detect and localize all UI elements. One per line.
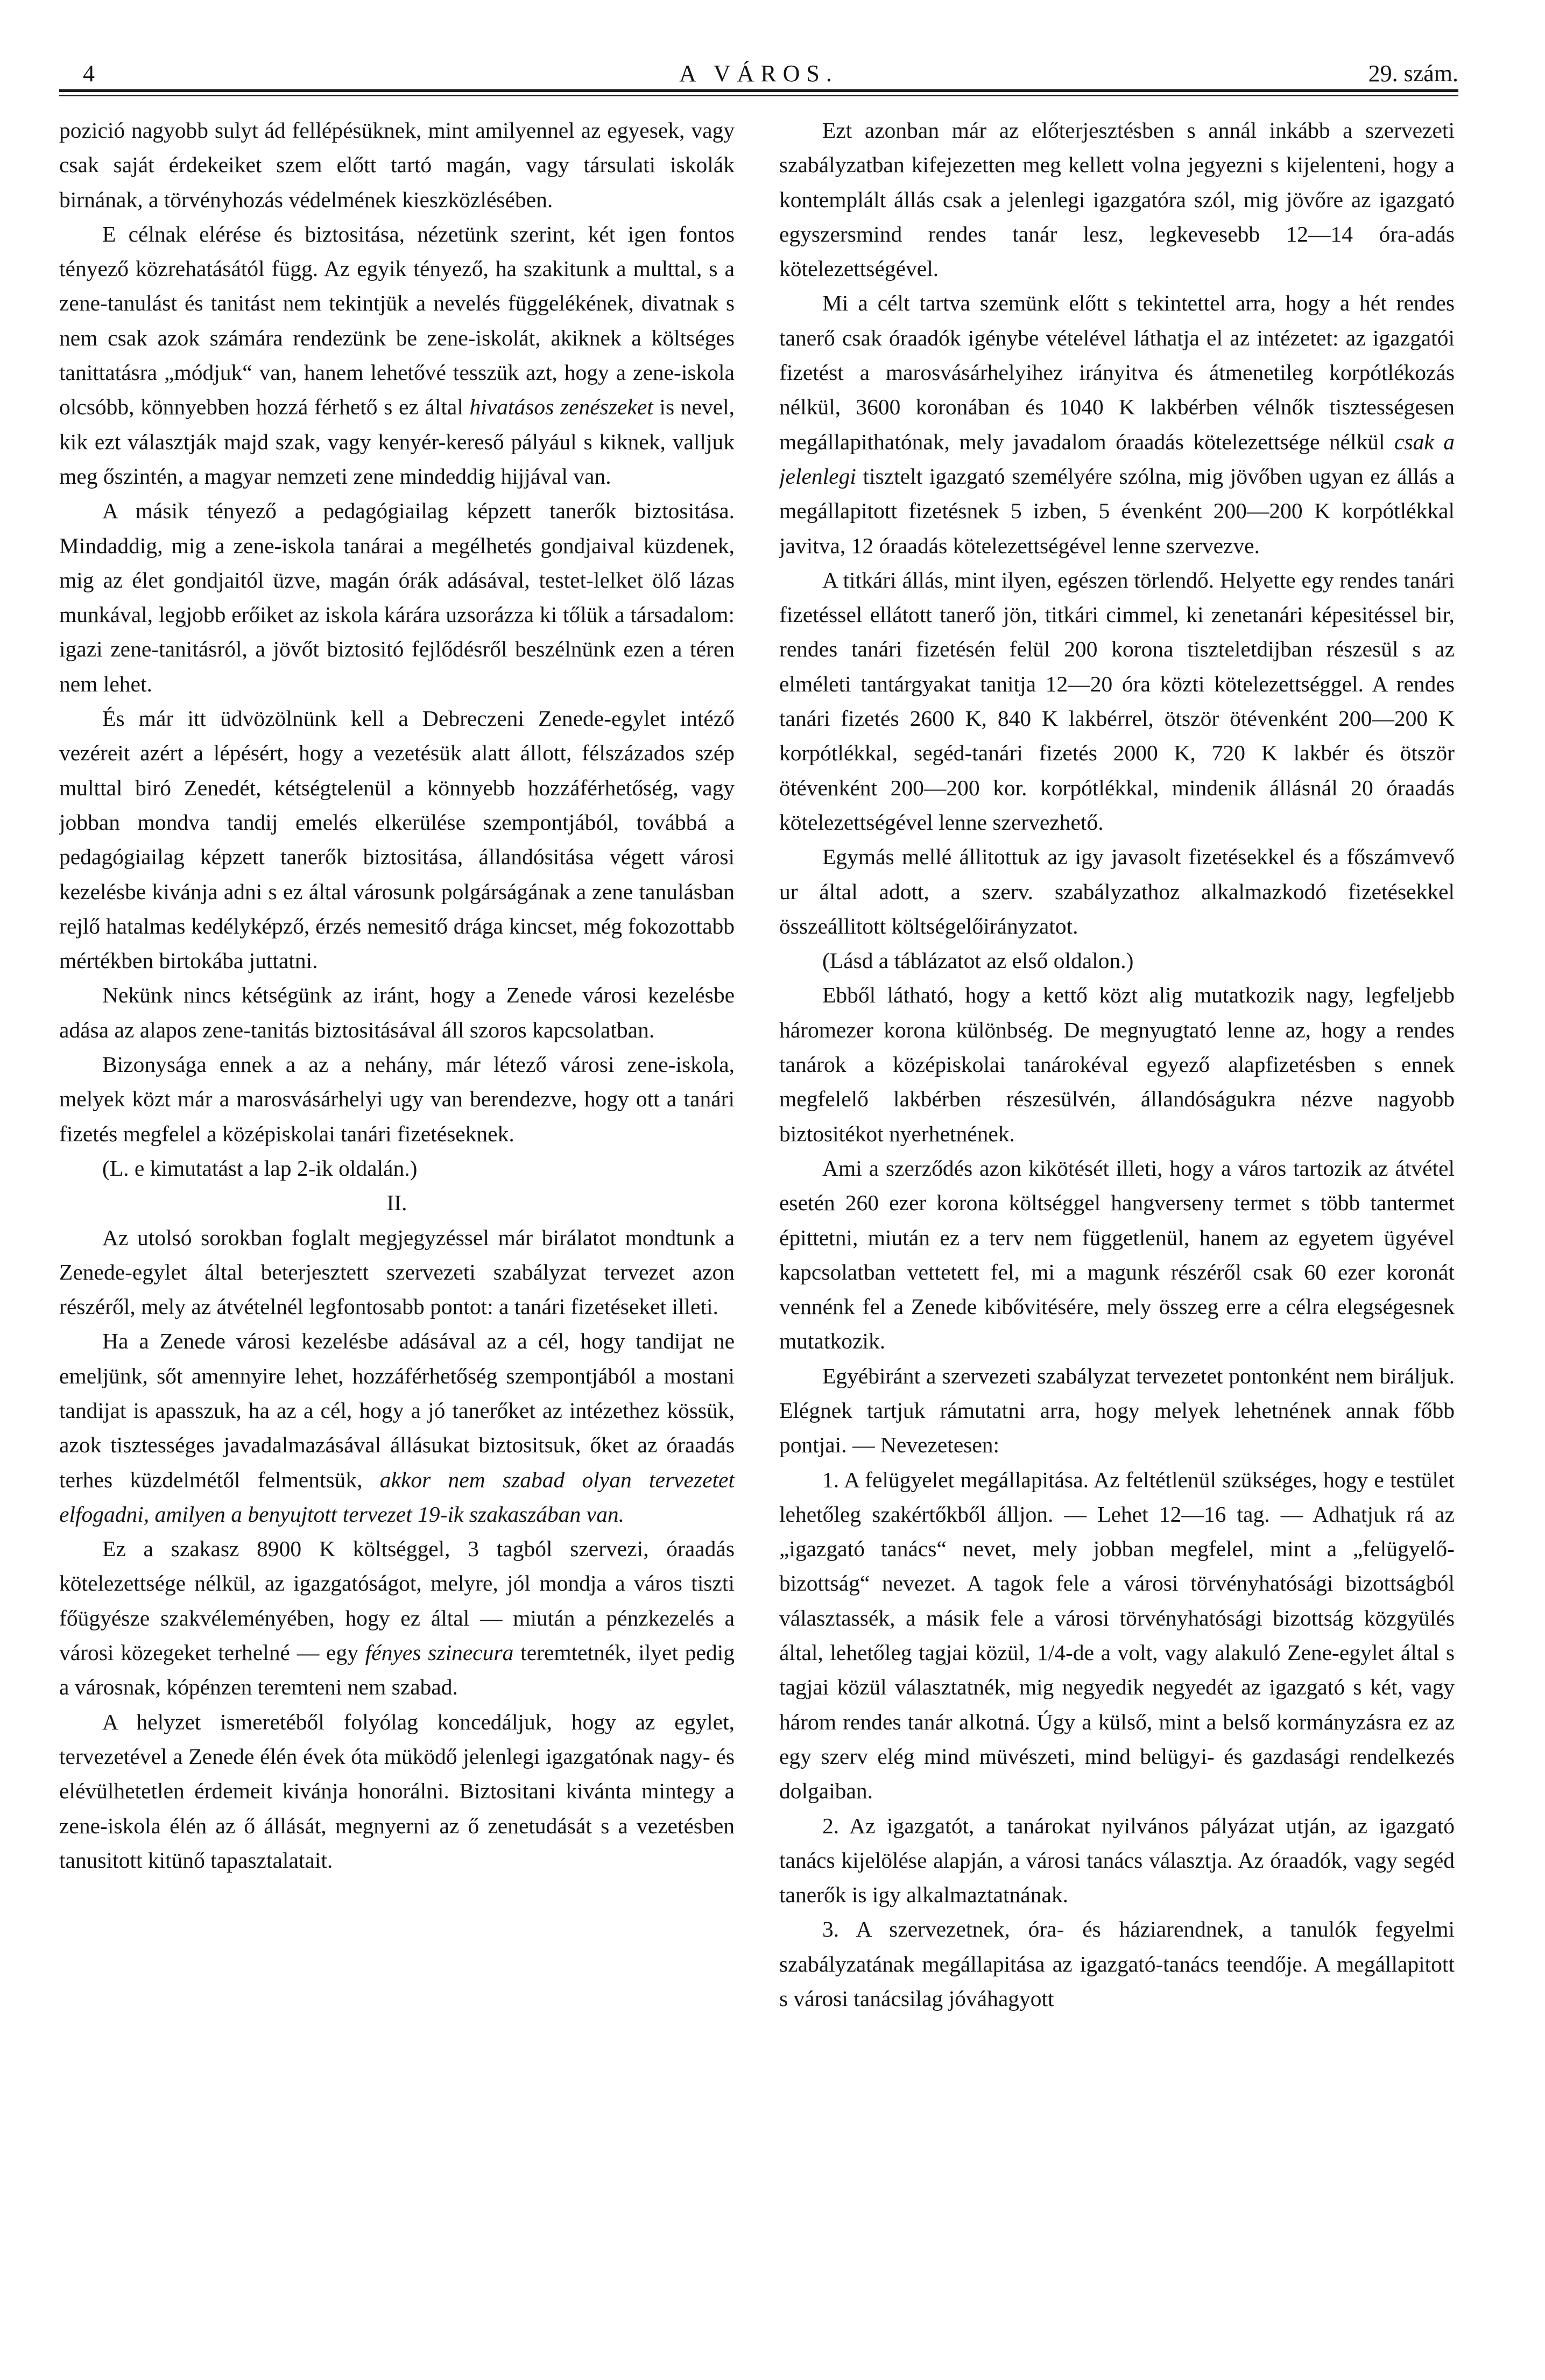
paragraph-text: Mi a célt tartva szemünk előtt s tekintettel arra, hogy a hét rendes tanerő csak óraadók igénybe vételével láthatja el az intézetet: az igazgatói fizetést a marosvásárhelyihez irányitva és átmenetileg korpótlékozás nélkül, 3600 koronában és 1040 K lakbérben vélnők tisztességesen megállapithatónak, mely javadalom óraadás kötelezettsége nélkül bbox=[779, 291, 1455, 454]
right-column-paragraph bbox=[779, 286, 1455, 562]
paragraph-text: Egymás mellé állitottuk az igy javasolt fizetésekkel és a főszámvevő ur által adott, a szerv. szabályzathoz alkalmazkodó fizetésekkel összeállitott költségelőirányzatot. bbox=[779, 844, 1455, 938]
header-rule-thick bbox=[59, 89, 1458, 92]
paragraph-italic-text: akkor nem szabad olyan tervezetet elfogadni, amilyen a benyujtott tervezet 19-ik szakaszában van. bbox=[59, 1467, 735, 1527]
paragraph-italic-text: csak a jelenlegi bbox=[779, 429, 1455, 489]
left-column-paragraph bbox=[59, 217, 735, 493]
paragraph-text-after: is nevel, kik ezt választják majd szak, vagy kenyér-kereső pályául s kiknek, valljuk meg őszintén, a magyar nemzeti zene mindeddig hijjával van. bbox=[59, 394, 735, 489]
left-column-paragraph bbox=[59, 1220, 735, 1324]
paragraph-text: Nekünk nincs kétségünk az iránt, hogy a Zenede városi kezelésbe adása az alapos zene-tanitás biztositásával áll szoros kapcsolatban. bbox=[59, 983, 735, 1042]
left-column-paragraph bbox=[59, 1151, 735, 1185]
left-column-paragraph bbox=[59, 113, 735, 217]
paragraph-text: Egyébiránt a szervezeti szabályzat tervezetet pontonként nem biráljuk. Elégnek tartjuk rámutatni arra, hogy melyek lehetnének annak főbb pontjai. — Nevezetesen: bbox=[779, 1363, 1455, 1458]
right-column bbox=[779, 113, 1455, 2357]
paragraph-text: A helyzet ismeretéből folyólag koncedáljuk, hogy az egylet, tervezetével a Zenede élén évek óta müködő jelenlegi igazgatónak nagy- és elévülhetetlen érdemeit kivánja honorálni. Biztositani kivánta mintegy a zene-iskola élén az ő állását, megnyerni az ő zenetudását s a vezetésben tanusitott kitünő tapasztalatait. bbox=[59, 1709, 735, 1873]
left-column-paragraph bbox=[59, 978, 735, 1047]
paragraph-text: Ebből látható, hogy a kettő közt alig mutatkozik nagy, legfeljebb háromezer korona különbség. De megnyugtató lenne az, hogy a rendes tanárok a középiskolai tanárokéval egyező alapfizetésben s ennek megfelelő lakbérben részesülvén, állandóságukra nézve nagyobb biztositékot nyerhetnének. bbox=[779, 983, 1455, 1146]
paragraph-text: Ezt azonban már az előterjesztésben s annál inkább a szervezeti szabályzatban kifejezetten meg kellett volna jegyezni s kijelenteni, hogy a kontemplált állás csak a jelenlegi igazgatóra szól, mig jövőre az igazgató egyszersmind rendes tanár lesz, legkevesebb 12—14 óra-adás kötelezettségével. bbox=[779, 118, 1455, 281]
paragraph-text: Ha a Zenede városi kezelésbe adásával az a cél, hogy tandijat ne emeljünk, sőt amennyire lehet, hozzáférhetőség szempontjából a mostani tandijat is apasszuk, ha az a cél, hogy a jó tanerőket az intézethez kössük, azok tisztességes javadalmazásával állásukat biztositsuk, őket az óraadás terhes küzdelmétől felmentsük, bbox=[59, 1329, 735, 1492]
right-column-paragraph bbox=[779, 1151, 1455, 1359]
paragraph-text: (L. e kimutatást a lap 2-ik oldalán.) bbox=[102, 1155, 418, 1181]
paragraph-text-after: teremtetnék, ilyet pedig a városnak, kópénzen teremteni nem szabad. bbox=[59, 1640, 735, 1700]
left-column-paragraph bbox=[59, 1705, 735, 1877]
right-column-paragraph bbox=[779, 839, 1455, 943]
right-column-paragraph bbox=[779, 113, 1455, 286]
paragraph-italic-text: hivatásos zenészeket bbox=[469, 394, 653, 420]
left-column bbox=[59, 113, 735, 2357]
paragraph-text: Ez a szakasz 8900 K költséggel, 3 tagból szervezi, óraadás kötelezettsége nélkül, az igazgatóságot, melyre, jól mondja a város tiszti főügyésze szakvéleményében, hogy ez által — miután a pénzkezelés a városi közegeket terhelné — egy bbox=[59, 1536, 735, 1665]
page-number: 4 bbox=[83, 60, 95, 87]
left-column-paragraph bbox=[59, 1185, 735, 1220]
paragraph-italic-text: fényes szinecura bbox=[365, 1640, 514, 1665]
right-column-paragraph bbox=[779, 1463, 1455, 1809]
left-column-paragraph bbox=[59, 1324, 735, 1531]
page-header bbox=[59, 56, 1458, 91]
paragraph-text: A másik tényező a pedagógiailag képzett tanerők biztositása. Mindaddig, mig a zene-iskola tanárai a megélhetés gondjaival küzdenek, mig az élet gondjaitól üzve, magán órák adásával, testet-lelket ölő lázas munkával, legjobb erőiket az iskola kárára uzsorázza ki tőlük a társadalom: igazi zene-tanitásról, a jövőt biztositó fejlődésről beszélnünk ezen a téren nem lehet. bbox=[59, 498, 735, 696]
newspaper-title: A VÁROS. bbox=[679, 60, 838, 87]
paragraph-text: (Lásd a táblázatot az első oldalon.) bbox=[822, 948, 1134, 973]
right-column-paragraph bbox=[779, 1809, 1455, 1912]
paragraph-text: Az utolsó sorokban foglalt megjegyzéssel már birálatot mondtunk a Zenede-egylet által beterjesztett szervezeti szabályzat tervezet azon részéről, mely az átvételnél legfontosabb pontot: a tanári fizetéseket illeti. bbox=[59, 1225, 735, 1319]
paragraph-text-after: tisztelt igazgató személyére szólna, mig jövőben ugyan ez állás a megállapitott fizetésnek 5 izben, 5 évenként 200—200 K korpótlékkal javitva, 12 óraadás kötelezettségével lenne szervezve. bbox=[779, 463, 1455, 558]
paragraph-text: 3. A szervezetnek, óra- és háziarendnek, a tanulók fegyelmi szabályzatának megállapitása az igazgató-tanács teendője. A megállapitott s városi tanácsilag jóváhagyott bbox=[779, 1917, 1455, 2011]
paragraph-text: Ami a szerződés azon kikötését illeti, hogy a város tartozik az átvétel esetén 260 ezer korona költséggel hangverseny termet s több tantermet épittetni, miután ez a terv nem függetlenül, hanem az egyetem ügyével kapcsolatban vettetett fel, mi a magunk részéről csak 60 ezer koronát vennénk fel a Zenede kibővitésére, mely összeg erre a célra elegségesnek mutatkozik. bbox=[779, 1155, 1455, 1354]
right-column-paragraph bbox=[779, 1912, 1455, 2016]
header-rule-thin bbox=[59, 95, 1458, 96]
right-column-paragraph bbox=[779, 943, 1455, 978]
right-column-paragraph bbox=[779, 563, 1455, 839]
paragraph-text: 2. Az igazgatót, a tanárokat nyilvános pályázat utján, az igazgató tanács kijelölése alapján, a városi tanács választja. Az óraadók, vagy segéd tanerők is igy alkalmaztatnának. bbox=[779, 1813, 1455, 1908]
right-column-paragraph bbox=[779, 978, 1455, 1150]
paragraph-text: 1. A felügyelet megállapitása. Az feltétlenül szükséges, hogy e testület lehetőleg szakértőkből álljon. — Lehet 12—16 tag. — Adhatjuk rá az „igazgató tanács“ nevet, mely jobban megfelel, mint a „felügyelő-bizottság“ nevezet. A tagok fele a városi törvényhatósági bizottságból választassék, a másik fele a városi törvényhatósági bizottság közgyülés által, lehetőleg tagjai közül, 1/4-de a volt, vagy alakuló Zene-egylet által s tagjai közül választatnék, mig negyedik negyedét az igazgató s két, vagy három rendes tanár alkotná. Úgy a külső, mint a belső kormányzásra ez az egy szerv elég mind müvészeti, mind belügyi- és gazdasági rendelkezés dolgaiban. bbox=[779, 1467, 1455, 1804]
right-column-paragraph bbox=[779, 1359, 1455, 1463]
left-column-paragraph bbox=[59, 1047, 735, 1151]
paragraph-text: II. bbox=[386, 1190, 407, 1216]
paragraph-text: És már itt üdvözölnünk kell a Debreczeni Zenede-egylet intéző vezéreit azért a lépésért, hogy a vezetésük alatt állott, félszázados szép multtal biró Zenedét, kétségtelenül a könnyebb hozzáférhetőség, vagy jobban mondva tandij emelés elkerülése szempontjából, továbbá a pedagógiailag képzett tanerők biztositása, állandósitása végett városi kezelésbe kivánja adni s ez által városunk polgárságának a zene tanulásban rejlő hatalmas kedélyképző, érzés nemesitő drága kincset, még fokozottabb mértékben birtokába juttatni. bbox=[59, 706, 735, 973]
paragraph-text: pozició nagyobb sulyt ád fellépésüknek, mint amilyennel az egyesek, vagy csak saját érdekeiket szem előtt tartó magán, vagy társulati iskolák birnának, a törvényhozás védelmének kieszközlésében. bbox=[59, 118, 735, 212]
issue-number: 29. szám. bbox=[1368, 60, 1458, 87]
paragraph-text: Bizonysága ennek a az a nehány, már létező városi zene-iskola, melyek közt már a marosvásárhelyi ugy van berendezve, hogy ott a tanári fizetés megfelel a középiskolai tanári fizetéseknek. bbox=[59, 1052, 735, 1146]
left-column-paragraph bbox=[59, 701, 735, 978]
left-column-paragraph bbox=[59, 1531, 735, 1704]
paragraph-text: A titkári állás, mint ilyen, egészen törlendő. Helyette egy rendes tanári fizetéssel ellátott tanerő jön, titkári cimmel, ki zenetanári képesitéssel bir, rendes tanári fizetésén felül 200 korona tiszteletdijban részesül s az elméleti tantárgyakat tanitja 12—20 óra közti kötelezettséggel. A rendes tanári fizetés 2600 K, 840 K lakbérrel, ötször ötévenként 200—200 K korpótlékkal, segéd-tanári fizetés 2000 K, 720 K lakbér és ötször ötévenként 200—200 kor. korpótlékkal, mindenik állásnál 20 óraadás kötelezettségével lenne szervezhető. bbox=[779, 567, 1455, 835]
paragraph-text: E célnak elérése és biztositása, nézetünk szerint, két igen fontos tényező közrehatásától függ. Az egyik tényező, ha szakitunk a multtal, s a zene-tanulást és tanitást nem tekintjük a nevelés függelékének, divatnak s nem csak azok számára rendezünk be zene-iskolát, akiknek a költséges tanittatásra „módjuk“ van, hanem lehetővé tesszük azt, hogy a zene-iskola olcsóbb, könnyebben hozzá férhető s ez által bbox=[59, 221, 735, 420]
left-column-paragraph bbox=[59, 493, 735, 701]
